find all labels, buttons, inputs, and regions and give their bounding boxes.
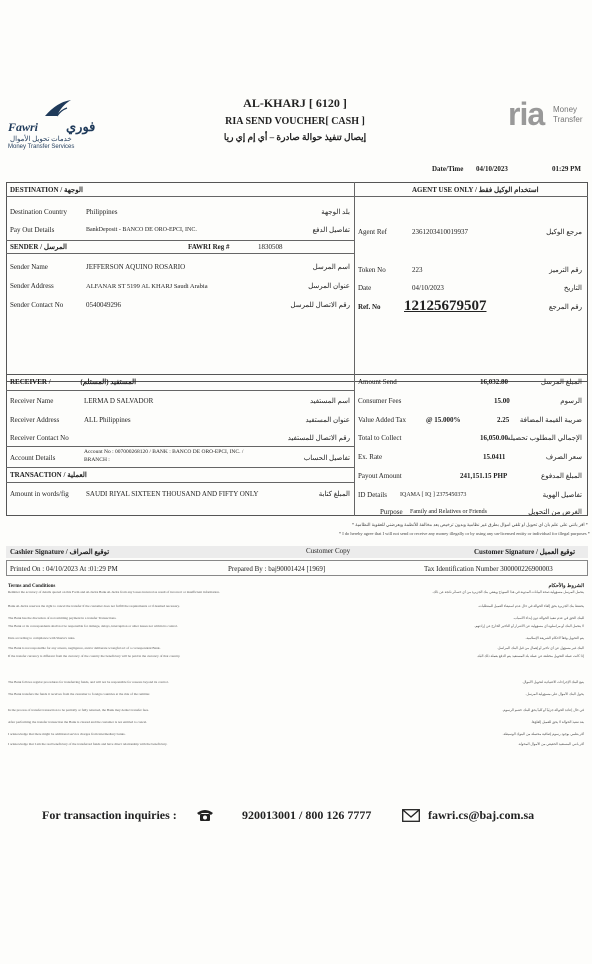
ex-rate-value: 15.0411 xyxy=(483,453,506,461)
term-en: Data according to compliance with Sharia's rules. xyxy=(8,636,76,640)
prepared-by: Prepared By : baj90001424 [1969] xyxy=(228,565,326,573)
sender-contact-ar: رقم الاتصال للمرسل xyxy=(290,301,350,309)
fawri-bird-icon xyxy=(43,98,73,120)
sender-address-label: Sender Address xyxy=(10,282,54,290)
sender-contact-value: 0540049296 xyxy=(86,301,121,309)
amount-send-label: Amount Send xyxy=(358,378,397,386)
terms-ar-list xyxy=(300,590,584,752)
ria-logo xyxy=(508,96,588,140)
term-en: Remitter the accuracy of details quoted on this Form and Al-Jazira Bank Al-Jazira from any losses incurred as result of incorrect or insufficient information. xyxy=(8,590,220,594)
agent-date-value: 04/10/2023 xyxy=(412,284,444,292)
payout-details-value: BankDeposit - BANCO DE ORO-EPCI, INC. xyxy=(86,227,197,233)
term-en: The Bank is not responsible for any arrears, negligence, and/or deliberate wrongful act of a correspondent Bank. xyxy=(8,646,161,650)
ria-money: Money xyxy=(553,105,578,114)
notice-ar: * أقر بأنني على علم بأن أي تحويل أو تلقي أموال بطرق غير نظامية وبدون ترخيص يعد مخالفة للأنظمة ويعرضني للعقوبة النظامية * xyxy=(351,522,588,527)
term-ar: بعد تنفيذ الحوالة لا يحق للعميل إلغاؤها. xyxy=(531,720,584,724)
total-collect-value: 16,050.00 xyxy=(480,434,508,442)
fawri-tagline-en: Money Transfer Services xyxy=(8,144,75,150)
fawri-reg-label: FAWRI Reg # xyxy=(188,243,230,251)
term-en: I acknowledge that I am the real beneficiary of the transferred funds and have direct relationship with the beneficiary. xyxy=(8,742,168,746)
sender-name-value: JEFFERSON AQUINO ROSARIO xyxy=(86,263,186,271)
agent-date-label: Date xyxy=(358,284,372,292)
fawri-logo xyxy=(8,98,118,154)
term-ar: يحتفظ بنك الجزيرة بحق إلغاء الحوالة في حال عدم استيفاء العميل للمتطلبات. xyxy=(477,604,584,608)
agent-date-ar: التاريخ xyxy=(563,284,582,292)
inquiries-label: For transaction inquiries : xyxy=(42,808,177,822)
payout-amount-value: 241,151.15 PHP xyxy=(460,472,508,480)
term-en: The Bank follows regular procedures for transferring funds, and will not be responsible for reasons beyond its control. xyxy=(8,680,169,684)
terms-heading-en: Terms and Conditions xyxy=(8,584,56,589)
account-details-ar: تفاصيل الحساب xyxy=(303,454,350,462)
ex-rate-label: Ex. Rate xyxy=(358,453,383,461)
id-details-value: IQAMA [ IQ ] 2375450373 xyxy=(400,492,467,498)
payout-details-label: Pay Out Details xyxy=(10,226,55,234)
total-collect-label: Total to Collect xyxy=(358,434,402,442)
receiver-address-ar: عنوان المستفيد xyxy=(305,416,350,424)
term-ar: يتم التحويل وفقاً لأحكام الشريعة الإسلامية. xyxy=(525,636,584,640)
token-ar: رقم الترميز xyxy=(549,266,582,274)
vat-rate: @ 15.000% xyxy=(426,416,461,424)
id-details-ar: تفاصيل الهوية xyxy=(542,491,582,499)
account-details-label: Account Details xyxy=(10,454,56,462)
cashier-signature: Cashier Signature / توقيع الصراف xyxy=(10,548,110,556)
receiver-contact-label: Receiver Contact No xyxy=(10,434,69,442)
datetime-date: 04/10/2023 xyxy=(476,165,508,173)
sender-name-label: Sender Name xyxy=(10,263,48,271)
term-ar: في حال إعادة الحوالة جزئياً أو كلياً يحق للبنك خصم الرسوم. xyxy=(502,708,584,712)
receiver-address-value: ALL Philippines xyxy=(84,416,131,424)
ex-rate-ar: سعر الصرف xyxy=(545,453,582,461)
refno-value: 12125679507 xyxy=(404,298,487,314)
customer-copy: Customer Copy xyxy=(306,547,351,555)
agent-ref-label: Agent Ref xyxy=(358,228,387,236)
terms-heading-ar: الشروط والأحكام xyxy=(548,584,584,589)
amount-send-ar: المبلغ المرسل xyxy=(540,378,582,386)
datetime-time: 01:29 PM xyxy=(552,165,581,173)
amount-words-ar: المبلغ كتابة xyxy=(318,490,350,498)
term-en: The Bank transfers the funds it receives from the customer to foreign countries at the risk of the remitter. xyxy=(8,692,151,696)
term-ar: يتبع البنك الإجراءات الاعتيادية لتحويل الأموال. xyxy=(522,680,584,684)
account-details-value-2: BRANCH : xyxy=(84,457,110,463)
footer-email: fawri.cs@baj.com.sa xyxy=(428,808,535,822)
destination-heading: DESTINATION / الوجهة xyxy=(10,186,83,194)
term-ar: للبنك الحق في عدم تنفيذ الحوالة دون إبداء الأسباب. xyxy=(512,616,584,620)
term-ar: أقر بعلمي بوجود رسوم إضافية محتملة من البنوك الوسيطة. xyxy=(502,732,584,736)
term-ar: البنك غير مسؤول عن أي تأخير أو إهمال من قبل البنك المراسل. xyxy=(497,646,584,650)
receiver-name-value: LERMA D SALVADOR xyxy=(84,397,154,405)
sender-name-ar: اسم المرسل xyxy=(312,263,350,271)
transaction-heading: TRANSACTION / العملية xyxy=(10,471,87,479)
refno-label: Ref. No xyxy=(358,303,381,311)
ria-transfer: Transfer xyxy=(553,115,583,124)
payout-amount-ar: المبلغ المدفوع xyxy=(541,472,582,480)
term-en: After performing the transfer transaction the Bank is cleared and the customer is not entitled to cancel. xyxy=(8,720,148,724)
purpose-label: Purpose xyxy=(380,508,403,516)
consumer-fees-value: 15.00 xyxy=(494,397,510,405)
payout-amount-label: Payout Amount xyxy=(358,472,402,480)
customer-signature: Customer Signature / توقيع العميل xyxy=(474,548,576,556)
sender-address-ar: عنوان المرسل xyxy=(308,282,350,290)
receiver-contact-ar: رقم الاتصال للمستفيد xyxy=(287,434,350,442)
fawri-reg-value: 1830508 xyxy=(258,243,283,251)
term-en: The Bank or its correspondents shall not be responsible for damage, delays, interruption or other issues not within its control. xyxy=(8,624,178,628)
receiver-address-label: Receiver Address xyxy=(10,416,60,424)
purpose-ar: الغرض من التحويل xyxy=(528,508,582,516)
amount-words-value: SAUDI RIYAL SIXTEEN THOUSAND AND FIFTY ONLY xyxy=(86,490,259,498)
amount-send-value: 16,032.80 xyxy=(480,378,508,386)
term-en: Bank Al-Jazira reserves the right to cancel the transfer if the customer does not fulfill the requirements or if deemed necessary. xyxy=(8,604,180,608)
voucher-title-2: RIA SEND VOUCHER[ CASH ] xyxy=(225,116,365,127)
receiver-name-label: Receiver Name xyxy=(10,397,54,405)
fawri-tagline-ar: خدمات تحويل الأموال xyxy=(10,135,72,143)
agent-heading: AGENT USE ONLY / استخدام الوكيل فقط xyxy=(412,186,539,194)
notice-en: * I do hereby agree that I will not send or receive any money illegally or by using any un-licensed entity or individual for illegal purposes * xyxy=(338,531,590,536)
sender-heading: SENDER / المرسل xyxy=(10,243,67,251)
term-en: If the transfer currency is different from the currency of the country the beneficiary will be paid in the currency of that country. xyxy=(8,654,181,658)
term-ar: إذا كانت عملة التحويل مختلفة عن عملة بلد المستفيد يتم الدفع بعملة ذلك البلد. xyxy=(476,654,584,658)
id-details-label: ID Details xyxy=(358,491,387,499)
footer-phone: 920013001 / 800 126 7777 xyxy=(242,808,372,822)
term-en: The Bank has the discretion of not remitting payment in a transfer Transactions. xyxy=(8,616,117,620)
term-en: I acknowledge that there might be additional service charges from intermediary banks. xyxy=(8,732,126,736)
vat-label: Value Added Tax xyxy=(358,416,406,424)
term-ar: لا يتحمل البنك أو مراسلوه أي مسؤولية عن الأضرار أو التأخير الخارج عن إرادتهم. xyxy=(474,624,584,628)
total-collect-ar: الإجمالي المطلوب تحصيله xyxy=(506,434,582,442)
destination-country-value: Philippines xyxy=(86,208,118,216)
destination-country-label: Destination Country xyxy=(10,208,67,216)
fawri-logo-en: Fawri xyxy=(8,120,39,134)
phone-icon xyxy=(196,808,214,822)
token-value: 223 xyxy=(412,266,423,274)
consumer-fees-ar: الرسوم xyxy=(560,397,582,405)
agent-ref-ar: مرجع الوكيل xyxy=(546,228,582,236)
account-details-value-1: Account No : 007000268120 / BANK : BANCO DE ORO-EPCI, INC. / xyxy=(84,449,244,455)
receiver-heading: RECEIVER / المستفيد (المستلم) xyxy=(10,378,137,386)
receiver-name-ar: اسم المستفيد xyxy=(309,397,350,405)
vat-ar: ضريبة القيمة المضافة xyxy=(519,416,582,424)
fawri-logo-ar: فوري xyxy=(66,119,96,134)
voucher-title-1: AL-KHARJ [ 6120 ] xyxy=(243,96,347,110)
purpose-value: Family and Relatives or Friends xyxy=(410,509,487,515)
ria-logo-text: ria xyxy=(508,96,545,132)
term-ar: أقر بأنني المستفيد الحقيقي من الأموال المحولة. xyxy=(517,742,584,746)
amount-words-label: Amount in words/fig xyxy=(10,490,69,498)
sender-address-value: ALFANAR ST 5199 AL KHARJ Saudi Arabia xyxy=(86,283,208,290)
refno-ar: رقم المرجع xyxy=(548,303,582,311)
voucher-title-ar: إيصال تنفيذ حوالة صادرة – أي إم إي ريا xyxy=(223,132,367,142)
token-label: Token No xyxy=(358,266,386,274)
term-ar: يتحمل المرسل مسؤولية صحة البيانات المدونة في هذا النموذج ويعفي بنك الجزيرة من أي خسائر ناتجة عن ذلك. xyxy=(432,590,584,594)
printed-on: Printed On : 04/10/2023 At :01:29 PM xyxy=(10,565,118,573)
vat-value: 2.25 xyxy=(497,416,510,424)
sender-contact-label: Sender Contact No xyxy=(10,301,64,309)
term-en: In the process of transfer transaction to be partially or fully returned, the Bank may deduct transfer fees. xyxy=(8,708,149,712)
email-icon xyxy=(402,809,420,822)
tax-id: Tax Identification Number 300000226900003 xyxy=(424,565,553,573)
destination-country-ar: بلد الوجهة xyxy=(321,208,350,216)
terms-en-list xyxy=(8,590,290,752)
agent-ref-value: 2361203410019937 xyxy=(412,228,468,236)
term-ar: يحول البنك الأموال على مسؤولية المرسل. xyxy=(525,692,584,696)
datetime-label: Date/Time xyxy=(432,165,464,173)
consumer-fees-label: Consumer Fees xyxy=(358,397,402,405)
payout-details-ar: تفاصيل الدفع xyxy=(312,226,350,234)
